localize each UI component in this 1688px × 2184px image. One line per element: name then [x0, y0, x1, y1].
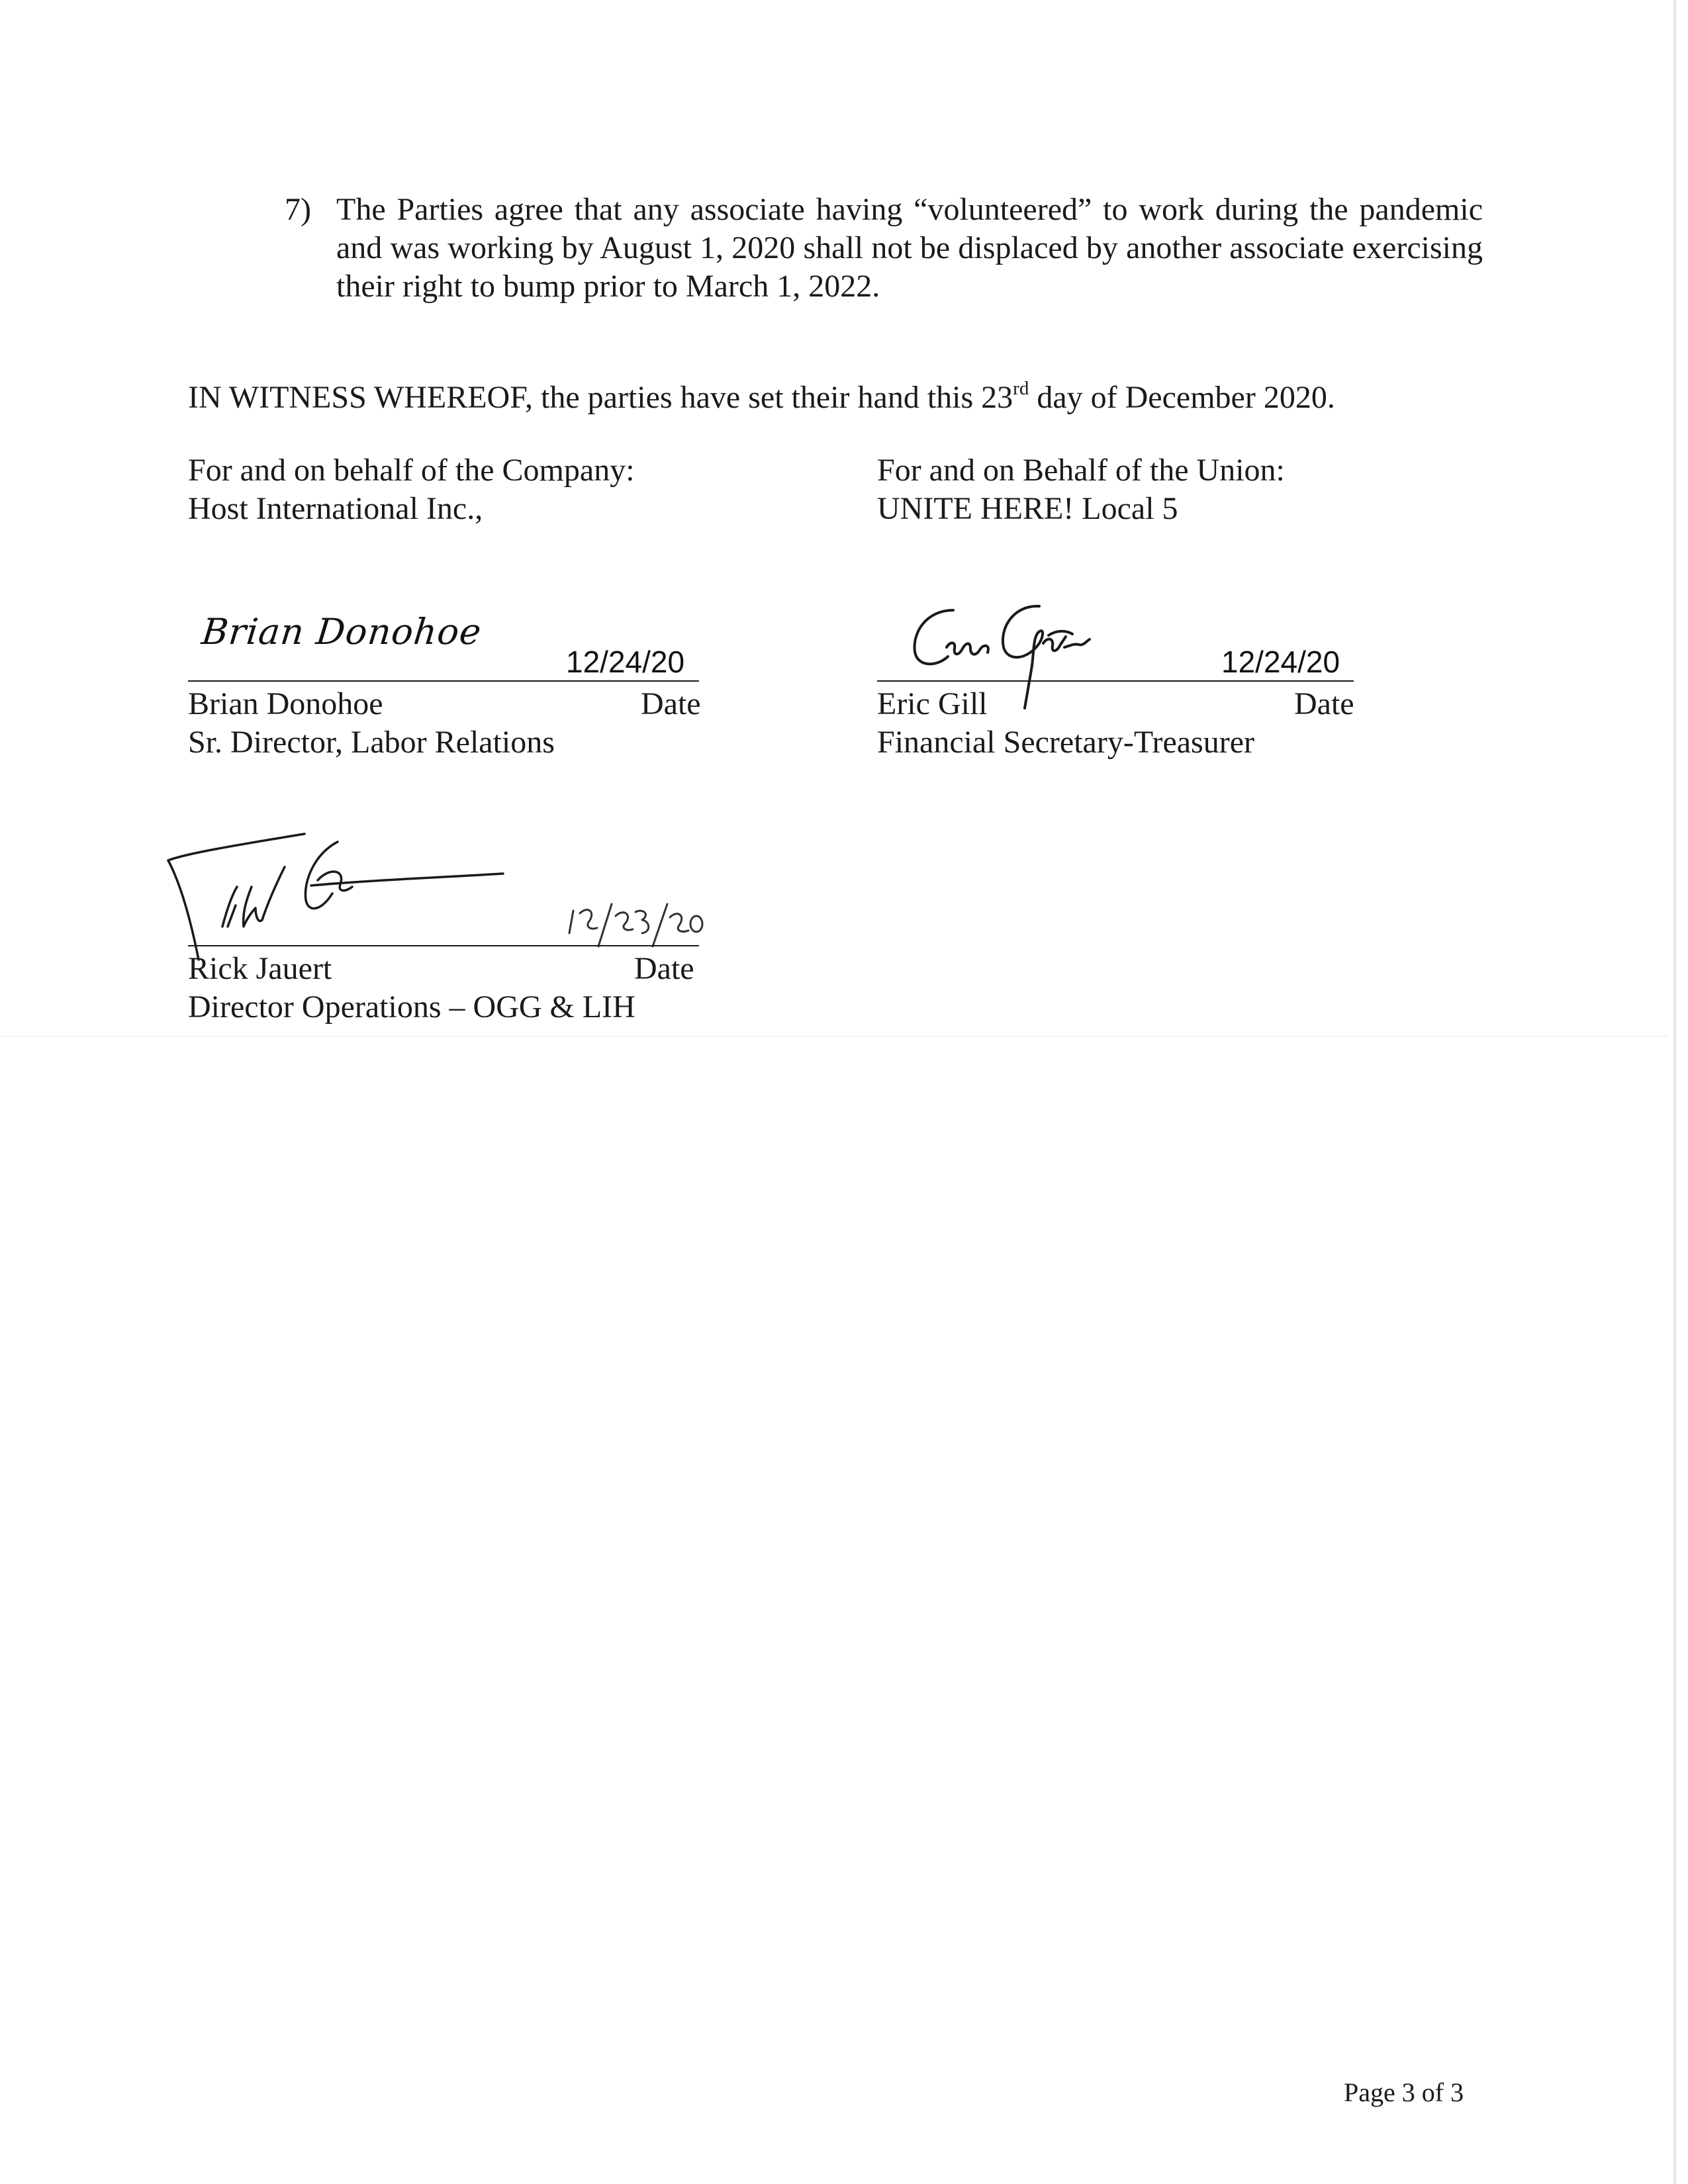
signature-brian-donohoe: Brian Donohoe [199, 611, 484, 653]
signatory-name: Eric Gill [877, 686, 988, 721]
company-party [188, 451, 635, 528]
company-on-behalf: For and on behalf of the Company: [188, 453, 635, 488]
signatory-title: Financial Secretary-Treasurer [877, 725, 1254, 760]
witness-text-before: IN WITNESS WHEREOF, the parties have set their hand this 23 [188, 380, 1013, 415]
signature-line-union [877, 680, 1354, 682]
signed-date-union: 12/24/20 [1221, 645, 1340, 679]
scan-edge [1673, 0, 1676, 2184]
union-on-behalf: For and on Behalf of the Union: [877, 453, 1285, 488]
page-number: Page 3 of 3 [1344, 2077, 1464, 2107]
date-label: Date [1294, 686, 1354, 721]
clause-number: 7) [285, 192, 311, 227]
scan-fold-line [0, 1036, 1668, 1037]
signed-date-company: 12/24/20 [566, 645, 685, 679]
company-name: Host International Inc., [188, 491, 483, 526]
union-name: UNITE HERE! Local 5 [877, 491, 1178, 526]
witness-text-after: day of December 2020. [1029, 380, 1335, 415]
date-label: Date [641, 686, 701, 721]
signatory-title: Sr. Director, Labor Relations [188, 725, 555, 760]
signature-line-company [188, 680, 699, 682]
date-label: Date [634, 951, 694, 986]
witness-ordinal-suffix: rd [1013, 378, 1029, 399]
signatory-name: Rick Jauert [188, 951, 332, 986]
union-party [877, 451, 1285, 528]
signatory-title: Director Operations – OGG & LIH [188, 989, 635, 1024]
clause-text: The Parties agree that any associate having “volunteered” to work during the pandemic and was working by August 1, 2020 shall not be displaced by another associate exercising their right to bump prior to March 1, 2022. [336, 192, 1483, 304]
signatory-name: Brian Donohoe [188, 686, 383, 721]
signature-line-operations [188, 945, 699, 946]
witness-statement [188, 379, 1335, 417]
